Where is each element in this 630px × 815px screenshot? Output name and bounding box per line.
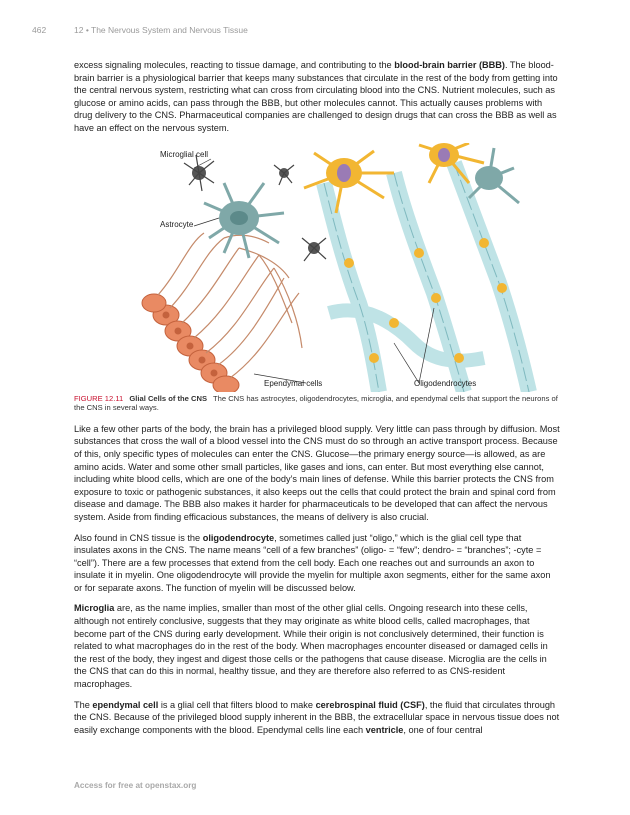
ependymal-paragraph xyxy=(74,699,560,737)
term-bbb: blood-brain barrier (BBB) xyxy=(394,60,505,70)
text-run: are, as the name implies, smaller than most of the other glial cells. Ongoing research into these cells, although not entirely conclusive, suggests that they may originate as white blood cells, called macrophages, that become part of the CNS during early development. While their origin is not conclusively determined, their function is related to what macrophages do in the rest of the body. When macrophages encounter diseased or damaged cells in the rest of the body, they ingest and digest those cells or the pathogens that cause disease. Microglia are the cells in the CNS that can do this in normal, healthy tissue, and they are therefore also referred to as CNS-resident macrophages. xyxy=(74,603,548,690)
oligodendrocyte-paragraph xyxy=(74,532,560,595)
term-csf: cerebrospinal fluid (CSF) xyxy=(315,699,425,710)
text-run: Also found in CNS tissue is the xyxy=(74,532,203,543)
ependymal-cells xyxy=(142,294,239,392)
page-content xyxy=(74,59,560,744)
text-run: is a glial cell that filters blood to make xyxy=(158,699,316,710)
ependymal-processes xyxy=(158,233,302,378)
figure-number: FIGURE 12.11 xyxy=(74,393,124,403)
figure-glial-cells xyxy=(74,143,560,392)
page-number: 462 xyxy=(32,25,47,35)
term-oligodendrocyte: oligodendrocyte xyxy=(202,532,275,543)
label-microglial-cell: Microglial cell xyxy=(160,149,209,159)
text-run: , sometimes called just “oligo,” which is the glial cell type that insulates axons in the CNS. The name means “cell of a few branches” (oligo- = “few”; dendro- = “branches”; -cyte = “cell”). There are a few processes that extend from the cell body. Each one reaches out and surrounds an axon to insulate it in myelin. One oligodendrocyte will provide the myelin for multiple axon segments, either for the same axon or for separate axons. The function of myelin will be discussed below. xyxy=(74,532,551,593)
privileged-blood-supply-paragraph: Like a few other parts of the body, the brain has a privileged blood supply. Very little can pass through by diffusion. Most substances that cross the wall of a blood vessel into the CNS must do so through an active transport process. Because of this, only specific types of molecules can enter the CNS. Glucose—the primary energy source—is allowed, as are amino acids. Water and some other small particles, like gases and ions, can enter. But most everything else cannot, including white blood cells, which are one of the body’s main lines of defense. While this barrier protects the CNS from exposure to toxic or pathogenic substances, it also keeps out the cells that could protect the brain and spinal cord from disease and damage. The BBB also makes it harder for pharmaceuticals to be developed that can affect the nervous system. Aside from finding efficacious substances, the means of delivery is also crucial. xyxy=(74,423,560,522)
figure-title: Glial Cells of the CNS xyxy=(129,393,208,403)
glial-cells-illustration xyxy=(74,143,560,392)
label-oligodendrocytes: Oligodendrocytes xyxy=(414,378,477,388)
chapter-title: 12 • The Nervous System and Nervous Tissue xyxy=(74,25,248,35)
text-run: , the fluid that circulates through the CNS. Because of the privileged blood supply inherent in the BBB, the extracellular space in nervous tissue does not easily exchange components with the blood. Ependymal cells line each xyxy=(74,699,560,735)
figure-caption-text: The CNS has astrocytes, oligodendrocytes, microglia, and ependymal cells that support the neurons of the CNS in several ways. xyxy=(74,393,558,413)
page-header xyxy=(32,25,590,39)
text-run: . The blood-brain barrier is a physiological barrier that keeps many substances that circulate in the rest of the body from getting into the central nervous system, restricting what can cross from circulating blood into the CNS. Nutrient molecules, such as glucose or amino acids, can pass through the BBB, but other molecules cannot. This actually causes problems with drug delivery to the CNS. Pharmaceutical companies are challenged to design drugs that can cross the BBB as well as have an effect on the nervous system. xyxy=(74,60,558,133)
term-microglia: Microglia xyxy=(74,603,115,614)
myelinated-axons xyxy=(324,163,529,392)
intro-paragraph xyxy=(74,59,560,135)
text-run: , one of four central xyxy=(403,724,483,735)
microglia-paragraph xyxy=(74,602,560,690)
page-footer[interactable]: Access for free at openstax.org xyxy=(74,781,197,790)
term-ventricle: ventricle xyxy=(365,724,404,735)
label-ependymal-cells: Ependymal cells xyxy=(264,378,323,388)
label-astrocyte: Astrocyte xyxy=(160,219,194,229)
term-ependymal-cell: ependymal cell xyxy=(92,699,159,710)
text-run: The xyxy=(74,699,93,710)
text-run: excess signaling molecules, reacting to tissue damage, and contributing to the xyxy=(74,60,395,70)
figure-caption xyxy=(74,394,560,413)
